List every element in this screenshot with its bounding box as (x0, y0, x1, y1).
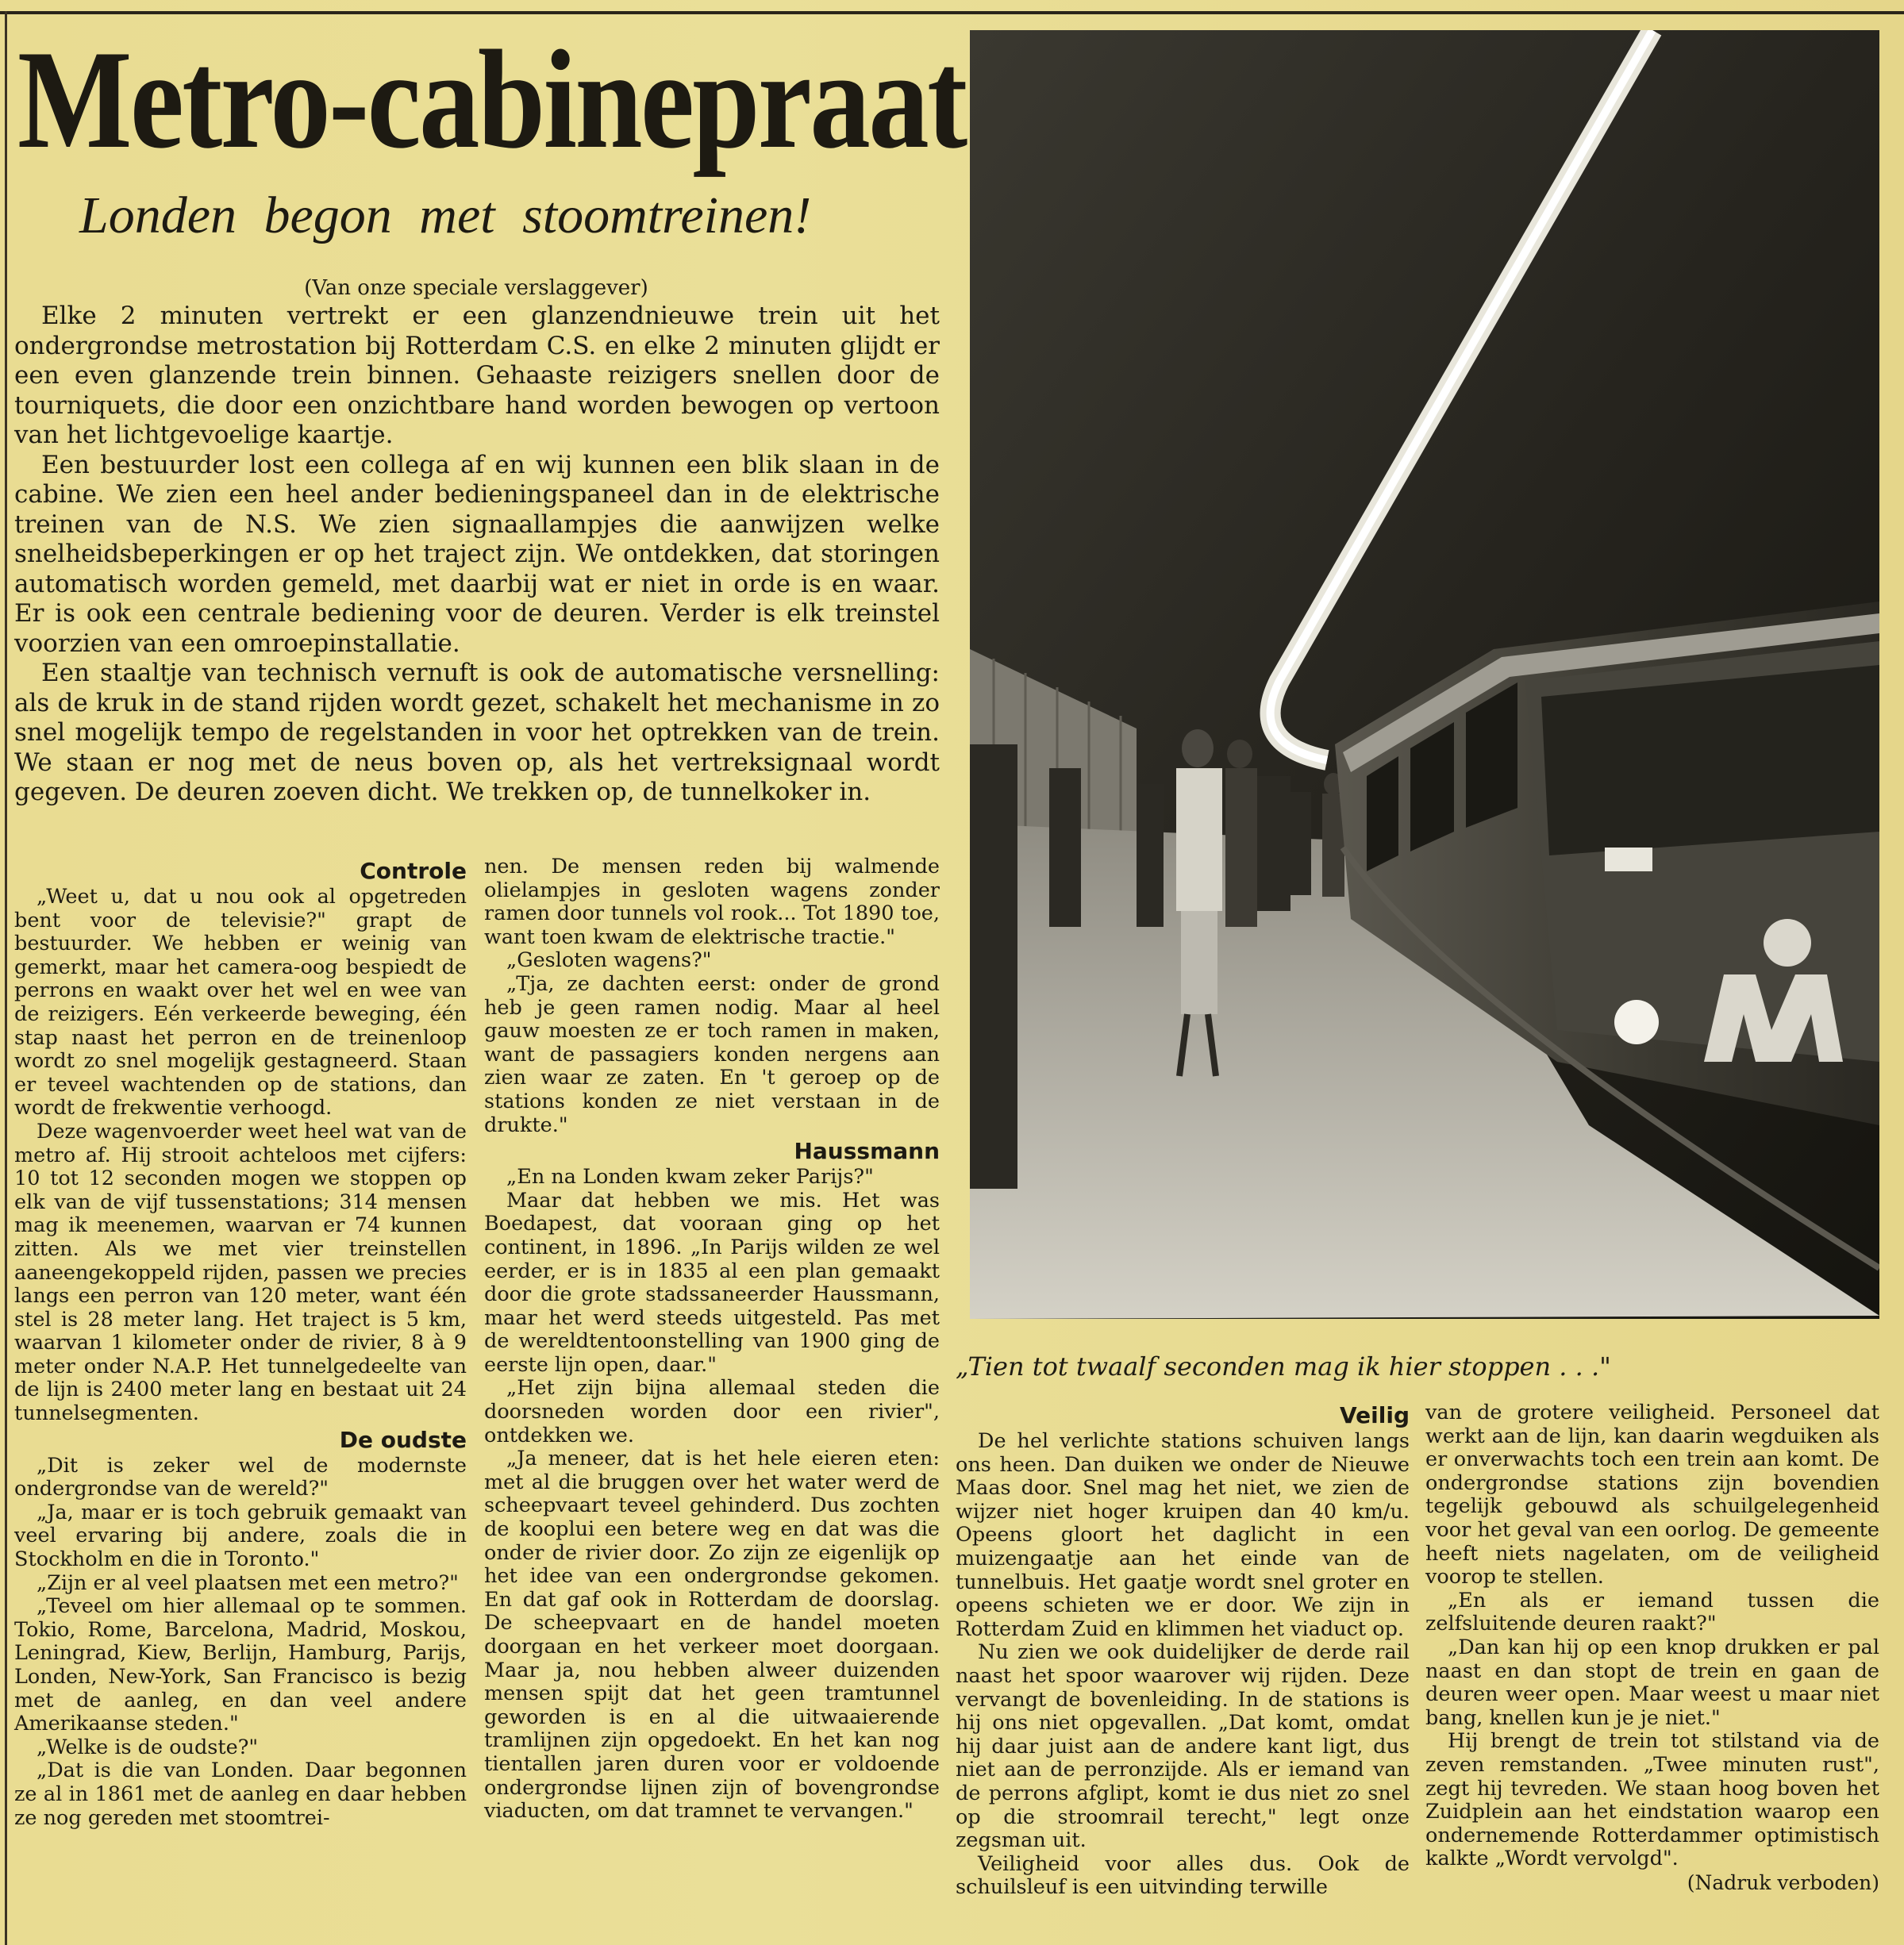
column-4 (1425, 1401, 1879, 1895)
metro-photo (970, 30, 1879, 1319)
paragraph: „Welke is de oudste?" (37, 1735, 259, 1759)
paragraph: „En na Londen kwam zeker Parijs?" (506, 1165, 874, 1190)
paragraph: Deze wagenvoerder weet heel wat van de metro af. Hij strooit achteloos met cijfers: 10 tot 12 seconden mogen we stoppen op elk van de vijf tussenstations; 314 mensen mag ik meenemen, waarvan er 74 kunnen zitten. Als we met vier treinstellen aaneengekoppeld rijden, passen we precies langs een perron van 120 meter, want één stel is 28 meter lang. Het traject is 5 km, waarvan 1 kilometer onder de rivier, 8 à 9 meter onder N.A.P. Het tunnelgedeelte van de lijn is 2400 meter lang en bestaat uit 24 tunnelsegmenten. (14, 1119, 467, 1426)
photo-caption: „Tien tot twaalf seconden mag ik hier stoppen . . ." (956, 1351, 1611, 1382)
paragraph: „Teveel om hier allemaal op te sommen. Tokio, Rome, Barcelona, Madrid, Moskou, Leningrad, Kiew, Berlijn, Hamburg, Parijs, Londen, New-York, San Francisco is bezig met de aanleg, en dan veel andere Amerikaanse steden." (14, 1594, 467, 1736)
paragraph: „Gesloten wagens?" (506, 948, 712, 973)
paragraph: Hij brengt de trein tot stilstand via de zeven remstanden. „Twee minuten rust", zegt hij tevreden. We staan hoog boven het Zuidplein aan het eindstation waarop een ondernemende Rotterdammer optimistisch kalkte „Wordt vervolgd". (1425, 1729, 1879, 1871)
paragraph: „Tja, ze dachten eerst: onder de grond heb je geen ramen nodig. Maar al heel gauw moesten ze er toch ramen in maken, want de passagiers konden nergens aan zien waar ze zaten. En 't geroep op de stations konden ze niet verstaan in de drukte." (484, 971, 940, 1137)
paragraph: Veiligheid voor alles dus. Ook de schuilsleuf is een uitvinding terwille (956, 1851, 1410, 1900)
headline: Metro-cabinepraat (17, 21, 966, 178)
byline: (Van onze speciale verslaggever) (304, 276, 648, 300)
column-2 (484, 855, 940, 1824)
subheading-de-oudste: De oudste (339, 1426, 467, 1453)
paragraph: Maar dat hebben we mis. Het was Boedapest, dat vooraan ging op het continent, in 1896. „In Parijs wilden ze wel eerder, er is in 1835 al een plan gemaakt door die grote stadssaneerder Haussmann, maar het werd steeds uitgesteld. Pas met de wereldtentoonstelling van 1900 ging de eerste lijn open, daar." (484, 1188, 940, 1377)
column-3 (956, 1401, 1410, 1900)
intro-text (14, 302, 940, 808)
paragraph: „Het zijn bijna allemaal steden die doorsneden worden door een rivier", ontdekken we. (484, 1376, 940, 1447)
column-1 (14, 857, 467, 1830)
top-rule (0, 11, 1904, 14)
subheading-haussmann: Haussmann (794, 1138, 940, 1165)
paragraph: „Weet u, dat u nou ook al opgetreden bent voor de televisie?" grapt de bestuurder. We hebben er weinig van gemerkt, maar het camera-oog bespiedt de perrons en waakt over het wel en wee van de reizigers. Eén verkeerde beweging, één stap naast het perron en de treinenloop wordt zo snel mogelijk gestagneerd. Staan er teveel wachtenden op de stations, dan wordt de frekwentie verhoogd. (14, 885, 467, 1120)
paragraph: Nu zien we ook duidelijker de derde rail naast het spoor waarover wij rijden. Deze vervangt de bovenleiding. In de stations is hij ons niet opgevallen. „Dat komt, omdat hij daar juist aan de andere kant ligt, dus niet aan de perronzijde. Als er iemand van de perrons afglipt, komt ie dus niet zo snel op die stroomrail terecht," legt onze zegsman uit. (956, 1640, 1410, 1853)
paragraph: „Ja, maar er is toch gebruik gemaakt van veel ervaring bij andere, zoals die in Stockholm en die in Toronto." (14, 1500, 467, 1572)
paragraph: „Ja meneer, dat is het hele eieren eten: met al die bruggen over het water werd de scheepvaart teveel gehinderd. Dus zochten de kooplui een betere weg en dat was die onder de rivier door. Zo zijn ze eigenlijk op het idee van een ondergrondse gekomen. En dat gaf ook in Rotterdam de doorslag. De scheepvaart en de handel moeten doorgaan en het verkeer moet doorgaan. Maar ja, nou hebben alweer duizenden mensen spijt dat het geen tramtunnel geworden is en al die uitwaaierende tramlijnen zijn opgedoekt. En het kan nog tientallen jaren duren voor er voldoende ondergrondse lijnen zijn of bovengrondse viaducten, om dat tramnet te vervangen." (484, 1447, 940, 1824)
subheading-veilig: Veilig (1340, 1402, 1410, 1428)
paragraph: De hel verlichte stations schuiven langs ons heen. Dan duiken we onder de Nieuwe Maas door. Snel mag het niet, we zien de wijzer niet hoger kruipen dan 40 km/u. Opeens gloort het daglicht in een muizengaatje aan het einde van de tunnelbuis. Het gaatje wordt snel groter en opeens schieten we er door. We zijn in Rotterdam Zuid en klimmen het viaduct op. (956, 1429, 1410, 1641)
metro-train-photo (970, 30, 1879, 1319)
intro-paragraph: Elke 2 minuten vertrekt er een glanzendnieuwe trein uit het ondergrondse metrostation bij Rotterdam C.S. en elke 2 minuten glijdt er een even glanzende trein binnen. Gehaaste reizigers snellen door de tourniquets, die door een onzichtbare hand worden bewogen op vertoon van het lichtgevoelige kaartje. (14, 302, 940, 449)
paragraph-continued: van de grotere veiligheid. Personeel dat werkt aan de lijn, kan daarin wegduiken als er onverwachts toch een trein aan komt. De ondergrondse stations zijn bovendien tegelijk gebouwd als schuilgelegenheid voor het geval van een oorlog. De gemeente heeft niets nagelaten, om de veiligheid voorop te stellen. (1425, 1401, 1879, 1589)
intro-paragraph: Een staaltje van technisch vernuft is ook de automatische versnelling: als de kruk in de stand rijden wordt gezet, schakelt het mechanisme in zo snel mogelijk tempo de regelstanden in voor het optrekken van de trein. We staan er nog met de neus boven op, als het vertreksignaal wordt gegeven. De deuren zoeven dicht. We trekken op, de tunnelkoker in. (14, 659, 940, 806)
paragraph: „Zijn er al veel plaatsen met een metro?" (37, 1570, 459, 1595)
paragraph-continued: nen. De mensen reden bij walmende olielampjes in gesloten wagens zonder ramen door tunnels vol rook... Tot 1890 toe, want toen kwam de elektrische tractie." (484, 855, 940, 949)
subheadline: Londen begon met stoomtreinen! (79, 186, 812, 244)
paragraph: „Dat is die van Londen. Daar begonnen ze al in 1861 met de aanleg en daar hebben ze nog gereden met stoomtrei- (14, 1759, 467, 1830)
paragraph: „Dan kan hij op een knop drukken er pal naast en dan stopt de trein en gaan de deuren weer open. Maar weest u maar niet bang, knellen kun je je niet." (1425, 1635, 1879, 1730)
paragraph: „Dit is zeker wel de modernste ondergrondse van de wereld?" (14, 1453, 467, 1501)
reprint-notice: (Nadruk verboden) (1687, 1870, 1879, 1894)
paragraph: „En als er iemand tussen die zelfsluitende deuren raakt?" (1425, 1588, 1879, 1636)
subheading-controle: Controle (360, 858, 467, 884)
intro-paragraph: Een bestuurder lost een collega af en wij kunnen een blik slaan in de cabine. We zien een heel ander bedieningspaneel dan in de elektrische treinen van de N.S. We zien signaallampjes die aanwijzen welke snelheidsbeperkingen er op het traject zijn. We ontdekken, dat storingen automatisch worden gemeld, met daarbij wat er niet in orde is en waar. Er is ook een centrale bediening voor de deuren. Verder is elk treinstel voorzien van een omroepinstallatie. (14, 450, 940, 658)
